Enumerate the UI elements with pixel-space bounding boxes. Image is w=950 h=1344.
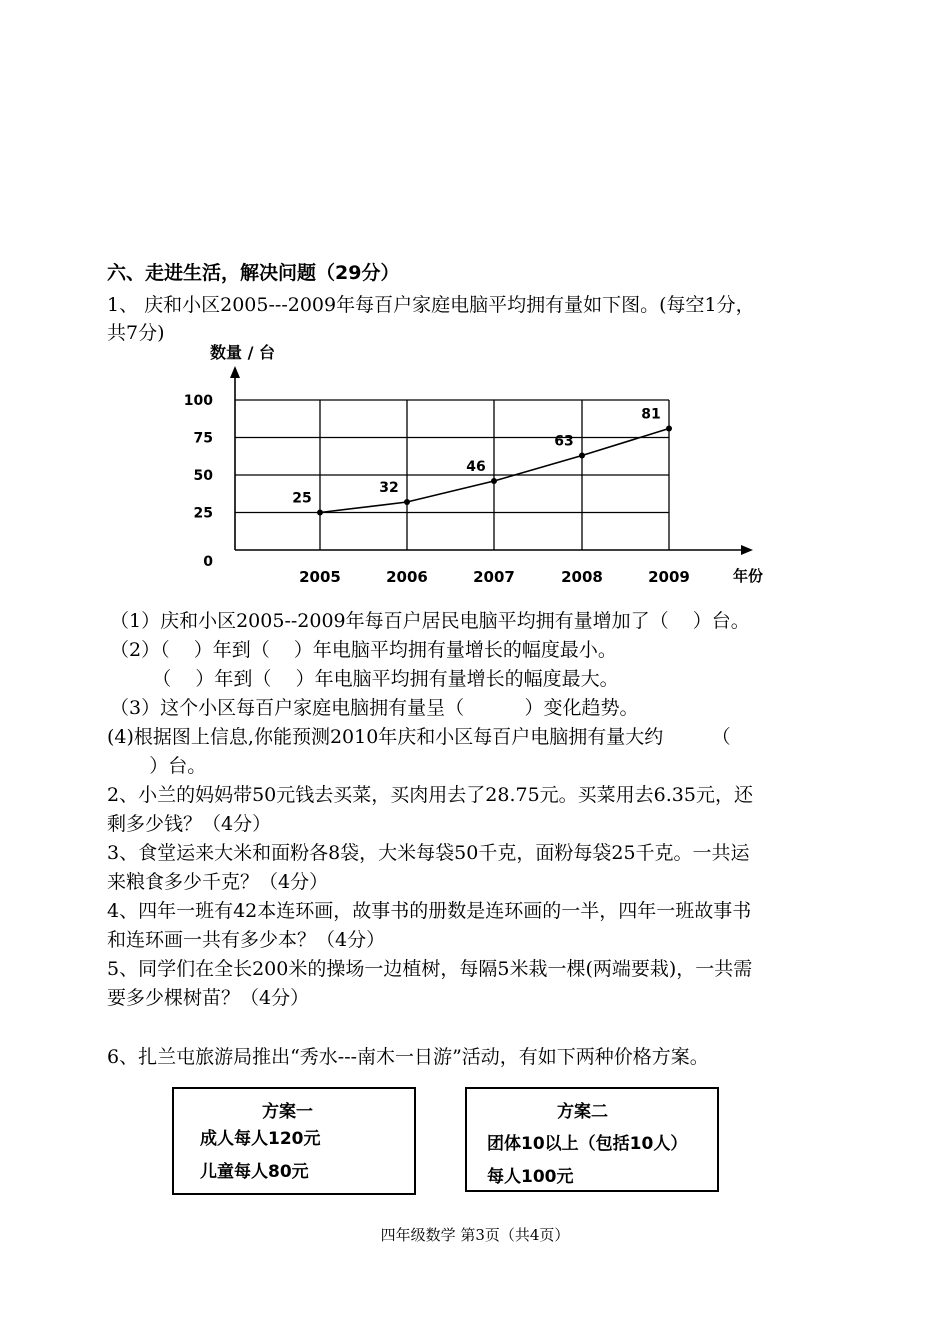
plan-one-box — [172, 1087, 416, 1195]
q4-line2: 和连环画一共有多少本？（4分） — [107, 929, 386, 951]
plan-one-title: 方案一 — [262, 1102, 313, 1122]
data-label: 46 — [466, 459, 486, 475]
x-axis-label: 年份 — [733, 567, 764, 585]
q1-sub4b: ）台。 — [107, 755, 207, 777]
data-point — [579, 453, 585, 459]
plan-one-child: 儿童每人80元 — [200, 1162, 309, 1182]
data-label: 32 — [379, 480, 399, 496]
data-label: 63 — [554, 433, 574, 450]
q1-line2: 共7分) — [107, 322, 165, 344]
x-tick-label: 2005 — [299, 568, 341, 586]
data-point — [317, 510, 323, 516]
q2-line1: 2、小兰的妈妈带50元钱去买菜，买肉用去了28.75元。买菜用去6.35元，还 — [107, 784, 753, 806]
x-tick-labels — [299, 568, 690, 586]
plan-two-group: 团体10以上（包括10人） — [487, 1134, 688, 1154]
q1-sub2a: （2）（ ）年到（ ）年电脑平均拥有量增长的幅度最小。 — [110, 639, 617, 661]
x-axis-arrow — [741, 545, 753, 555]
chart-series — [292, 407, 672, 516]
q5-line1: 5、同学们在全长200米的操场一边植树，每隔5米栽一棵(两端要栽)，一共需 — [107, 958, 753, 980]
page-footer: 四年级数学 第3页（共4页） — [380, 1226, 570, 1244]
q3-line1: 3、食堂运来大米和面粉各8袋，大米每袋50千克，面粉每袋25千克。一共运 — [107, 842, 750, 864]
q3-line2: 来粮食多少千克？（4分） — [107, 871, 329, 893]
x-tick-label: 2006 — [386, 568, 428, 586]
q5-line2: 要多少棵树苗？（4分） — [107, 987, 310, 1009]
q6-line1: 6、扎兰屯旅游局推出“秀水---南木一日游”活动，有如下两种价格方案。 — [107, 1046, 709, 1068]
q1-sub3: （3）这个小区每百户家庭电脑拥有量呈（ ）变化趋势。 — [110, 697, 639, 719]
y-axis-label: 数量 / 台 — [210, 343, 275, 362]
y-tick-labels — [184, 393, 213, 570]
chart-axes — [230, 366, 753, 555]
plan-two-box — [465, 1087, 719, 1192]
q1-sub2b: （ ）年到（ ）年电脑平均拥有量增长的幅度最大。 — [110, 668, 619, 690]
y-tick-label: 50 — [193, 468, 213, 484]
x-tick-label: 2009 — [648, 568, 690, 586]
data-point — [404, 499, 410, 505]
plan-two-title: 方案二 — [557, 1102, 608, 1122]
section-title: 六、走进生活，解决问题（29分） — [107, 262, 400, 284]
plan-one-adult: 成人每人120元 — [200, 1129, 321, 1149]
x-tick-label: 2008 — [561, 568, 603, 586]
q4-line1: 4、四年一班有42本连环画，故事书的册数是连环画的一半，四年一班故事书 — [107, 900, 752, 922]
y-tick-label: 25 — [193, 505, 213, 522]
line-chart — [180, 340, 800, 600]
y-tick-label: 75 — [193, 430, 213, 447]
data-point — [491, 478, 497, 484]
x-tick-label: 2007 — [473, 568, 515, 586]
data-label: 25 — [292, 490, 312, 507]
q1-sub4a: (4)根据图上信息,你能预测2010年庆和小区每百户电脑拥有量大约 （ — [107, 726, 731, 748]
y-tick-label: 100 — [183, 393, 213, 409]
chart-grid — [235, 400, 669, 550]
q2-line2: 剩多少钱？（4分） — [107, 813, 272, 835]
data-point — [666, 426, 672, 432]
y-tick-label: 0 — [203, 554, 213, 570]
plan-two-price: 每人100元 — [487, 1167, 574, 1187]
y-axis-arrow — [230, 366, 240, 378]
q1-sub1: （1）庆和小区2005--2009年每百户居民电脑平均拥有量增加了（ ）台。 — [110, 610, 750, 632]
q1-line1: 1、 庆和小区2005---2009年每百户家庭电脑平均拥有量如下图。(每空1分， — [107, 294, 755, 316]
data-label: 81 — [641, 406, 661, 423]
